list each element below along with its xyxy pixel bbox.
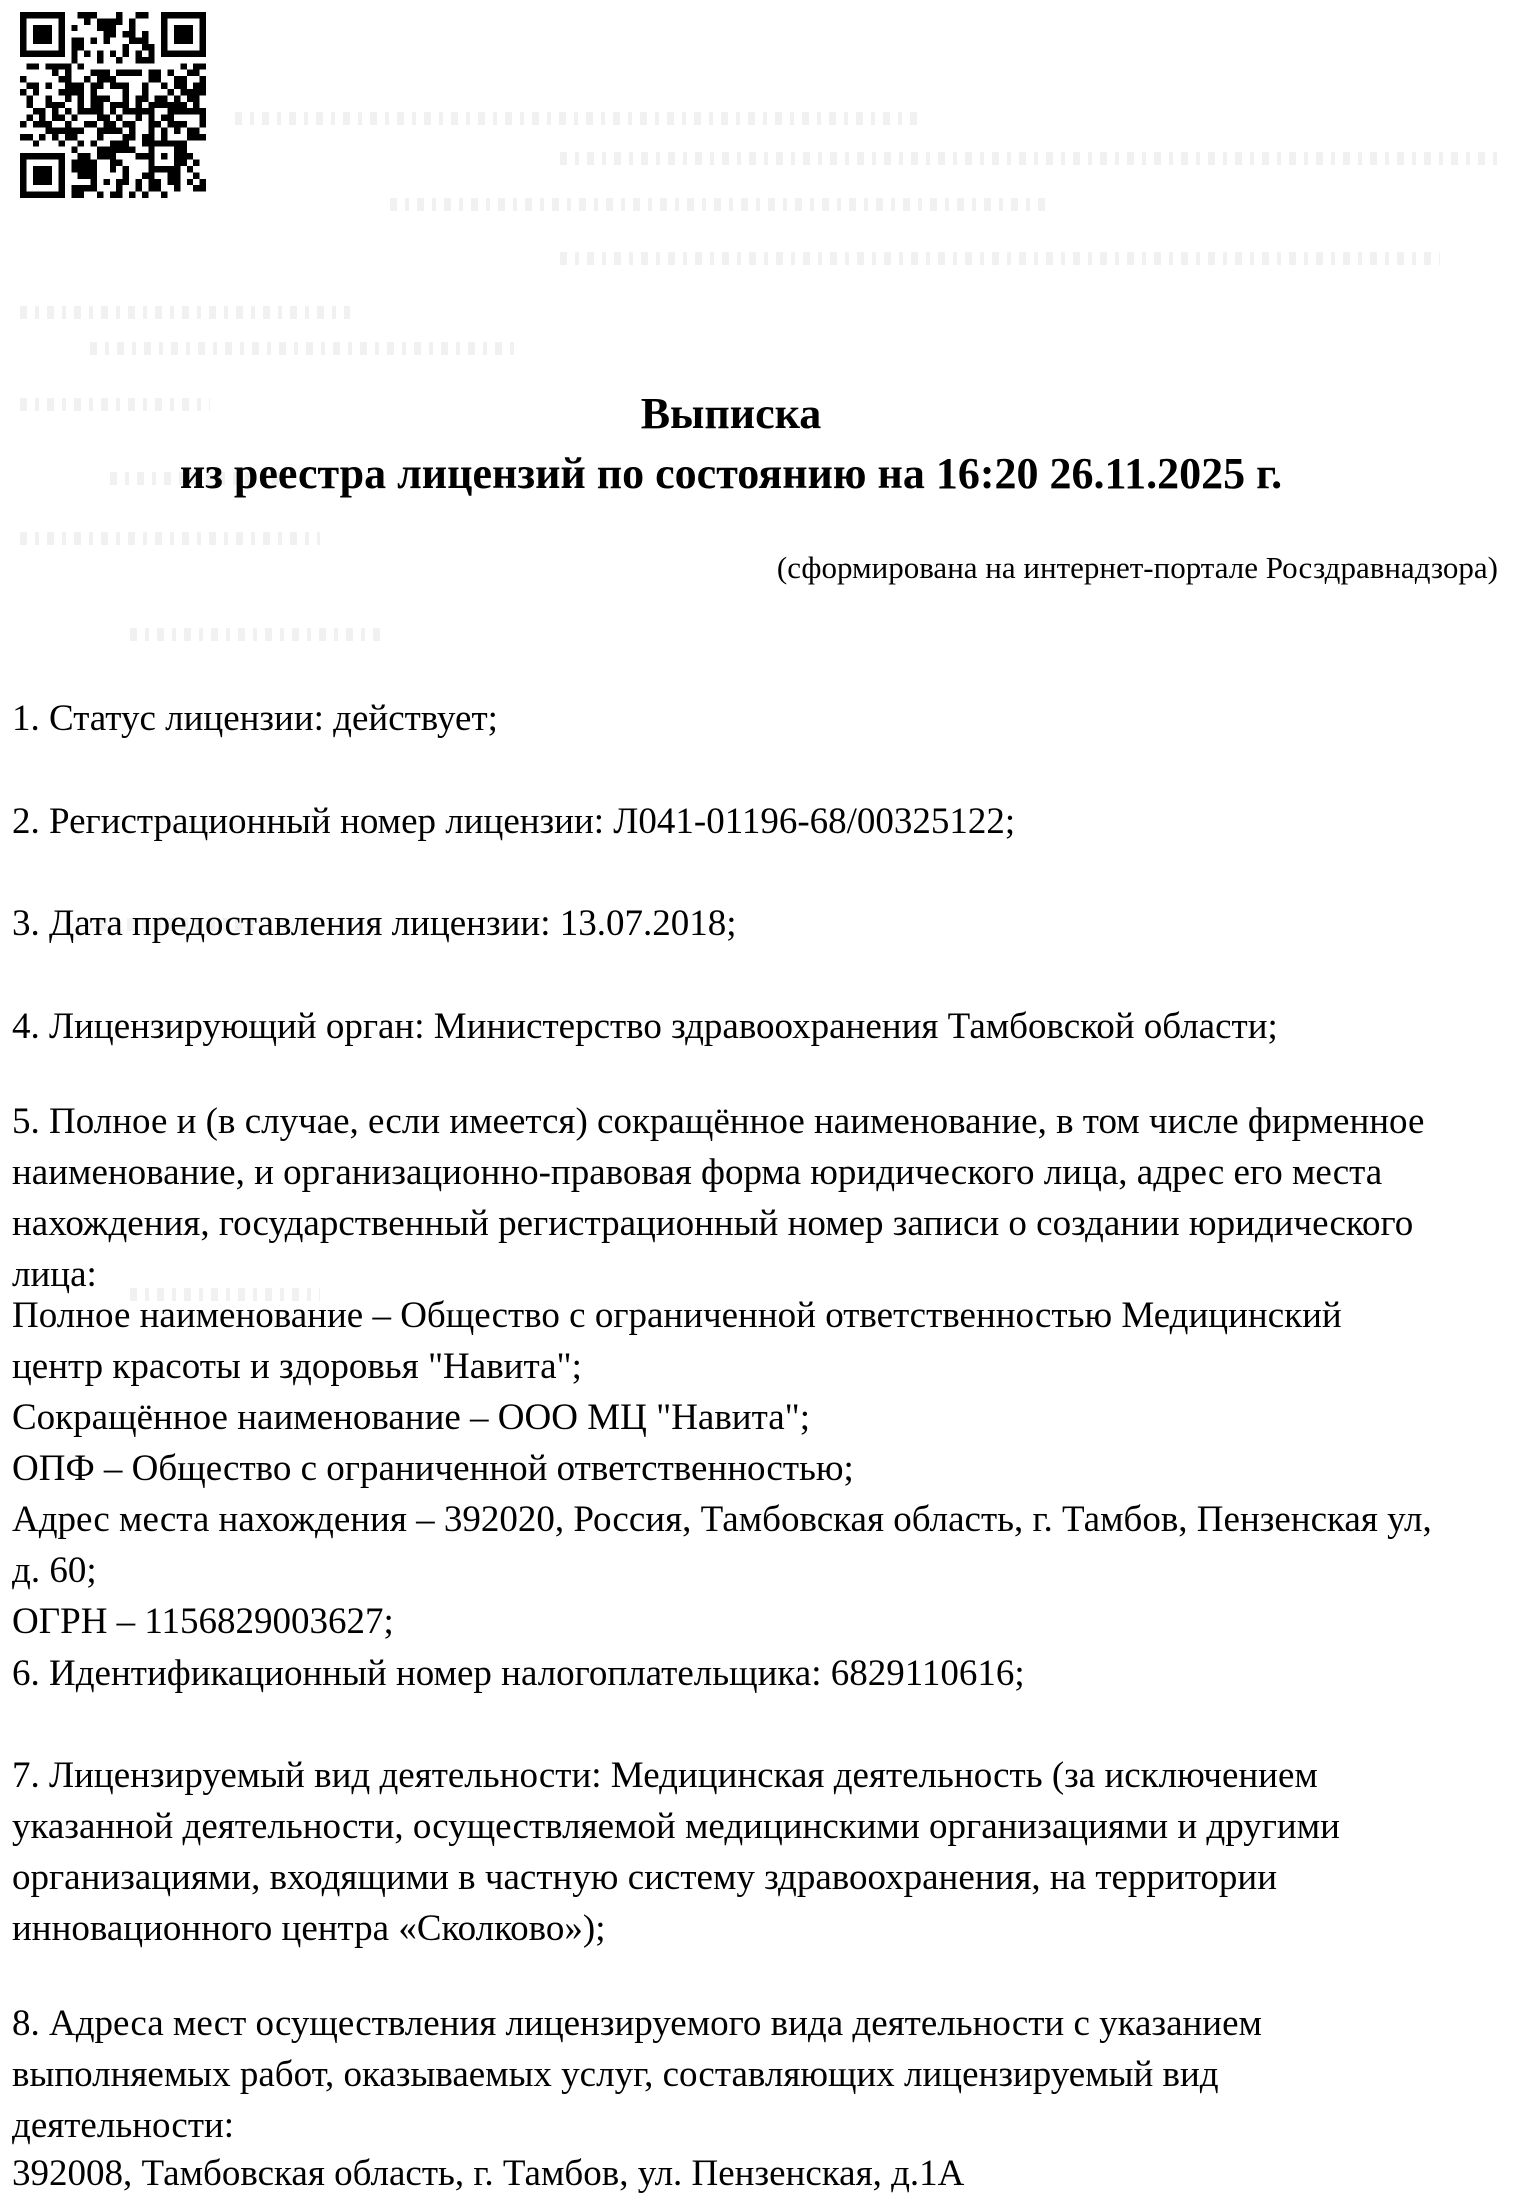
registration-number-line: 2. Регистрационный номер лицензии: Л041-01196-68/00325122; <box>12 801 1016 842</box>
org-address: Адрес места нахождения – 392020, Россия, Тамбовская область, г. Тамбов, Пензенская ул, д. 60; <box>12 1499 1432 1591</box>
taxpayer-number-line: 6. Идентификационный номер налогоплательщика: 6829110616; <box>12 1653 1025 1694</box>
licensed-activity-line: 7. Лицензируемый вид деятельности: Медицинская деятельность (за исключением указанной деятельности, осуществляемой медицинскими организациями и другими организациями, входящими в частную систему здравоохранения, на территории инновационного центра «Сколково»); <box>12 1755 1340 1949</box>
bleedthrough-artifact <box>90 342 520 355</box>
license-status-line: 1. Статус лицензии: действует; <box>12 698 498 739</box>
bleedthrough-artifact <box>390 198 1050 211</box>
org-legal-form: ОПФ – Общество с ограниченной ответственностью; <box>12 1448 854 1489</box>
grant-date-line: 3. Дата предоставления лицензии: 13.07.2018; <box>12 903 737 944</box>
bleedthrough-artifact <box>130 628 380 641</box>
activity-addresses-heading: 8. Адреса мест осуществления лицензируемого вида деятельности с указанием выполняемых работ, оказываемых услуг, составляющих лицензируемый вид деятельности: <box>12 2003 1262 2146</box>
licensing-authority-line: 4. Лицензирующий орган: Министерство здравоохранения Тамбовской области; <box>12 1006 1278 1047</box>
bleedthrough-artifact <box>20 306 350 319</box>
bleedthrough-artifact <box>20 532 320 545</box>
document-title-line2: из реестра лицензий по состоянию на 16:20 26.11.2025 г. <box>179 449 1283 498</box>
bleedthrough-artifact <box>560 152 1500 165</box>
qr-code <box>20 12 206 198</box>
bleedthrough-artifact <box>235 112 925 125</box>
organization-details-block <box>12 1290 1432 1647</box>
org-full-name: Полное наименование – Общество с ограниченной ответственностью Медицинский центр красоты и здоровья "Навита"; <box>12 1295 1342 1387</box>
org-ogrn: ОГРН – 1156829003627; <box>12 1601 394 1642</box>
organization-info-heading: 5. Полное и (в случае, если имеется) сокращённое наименование, в том числе фирменное наименование, и организационно-правовая форма юридического лица, адрес его места нахождения, государственный регистрационный номер записи о создании юридического лица: <box>12 1101 1425 1295</box>
activity-address-line: 392008, Тамбовская область, г. Тамбов, ул. Пензенская, д.1А <box>12 2153 965 2194</box>
org-short-name: Сокращённое наименование – ООО МЦ "Навита"; <box>12 1397 811 1438</box>
generated-note: (сформирована на интернет-портале Росздравнадзора) <box>776 550 1498 585</box>
document-title: Выписка <box>640 389 822 438</box>
bleedthrough-artifact <box>560 252 1440 265</box>
